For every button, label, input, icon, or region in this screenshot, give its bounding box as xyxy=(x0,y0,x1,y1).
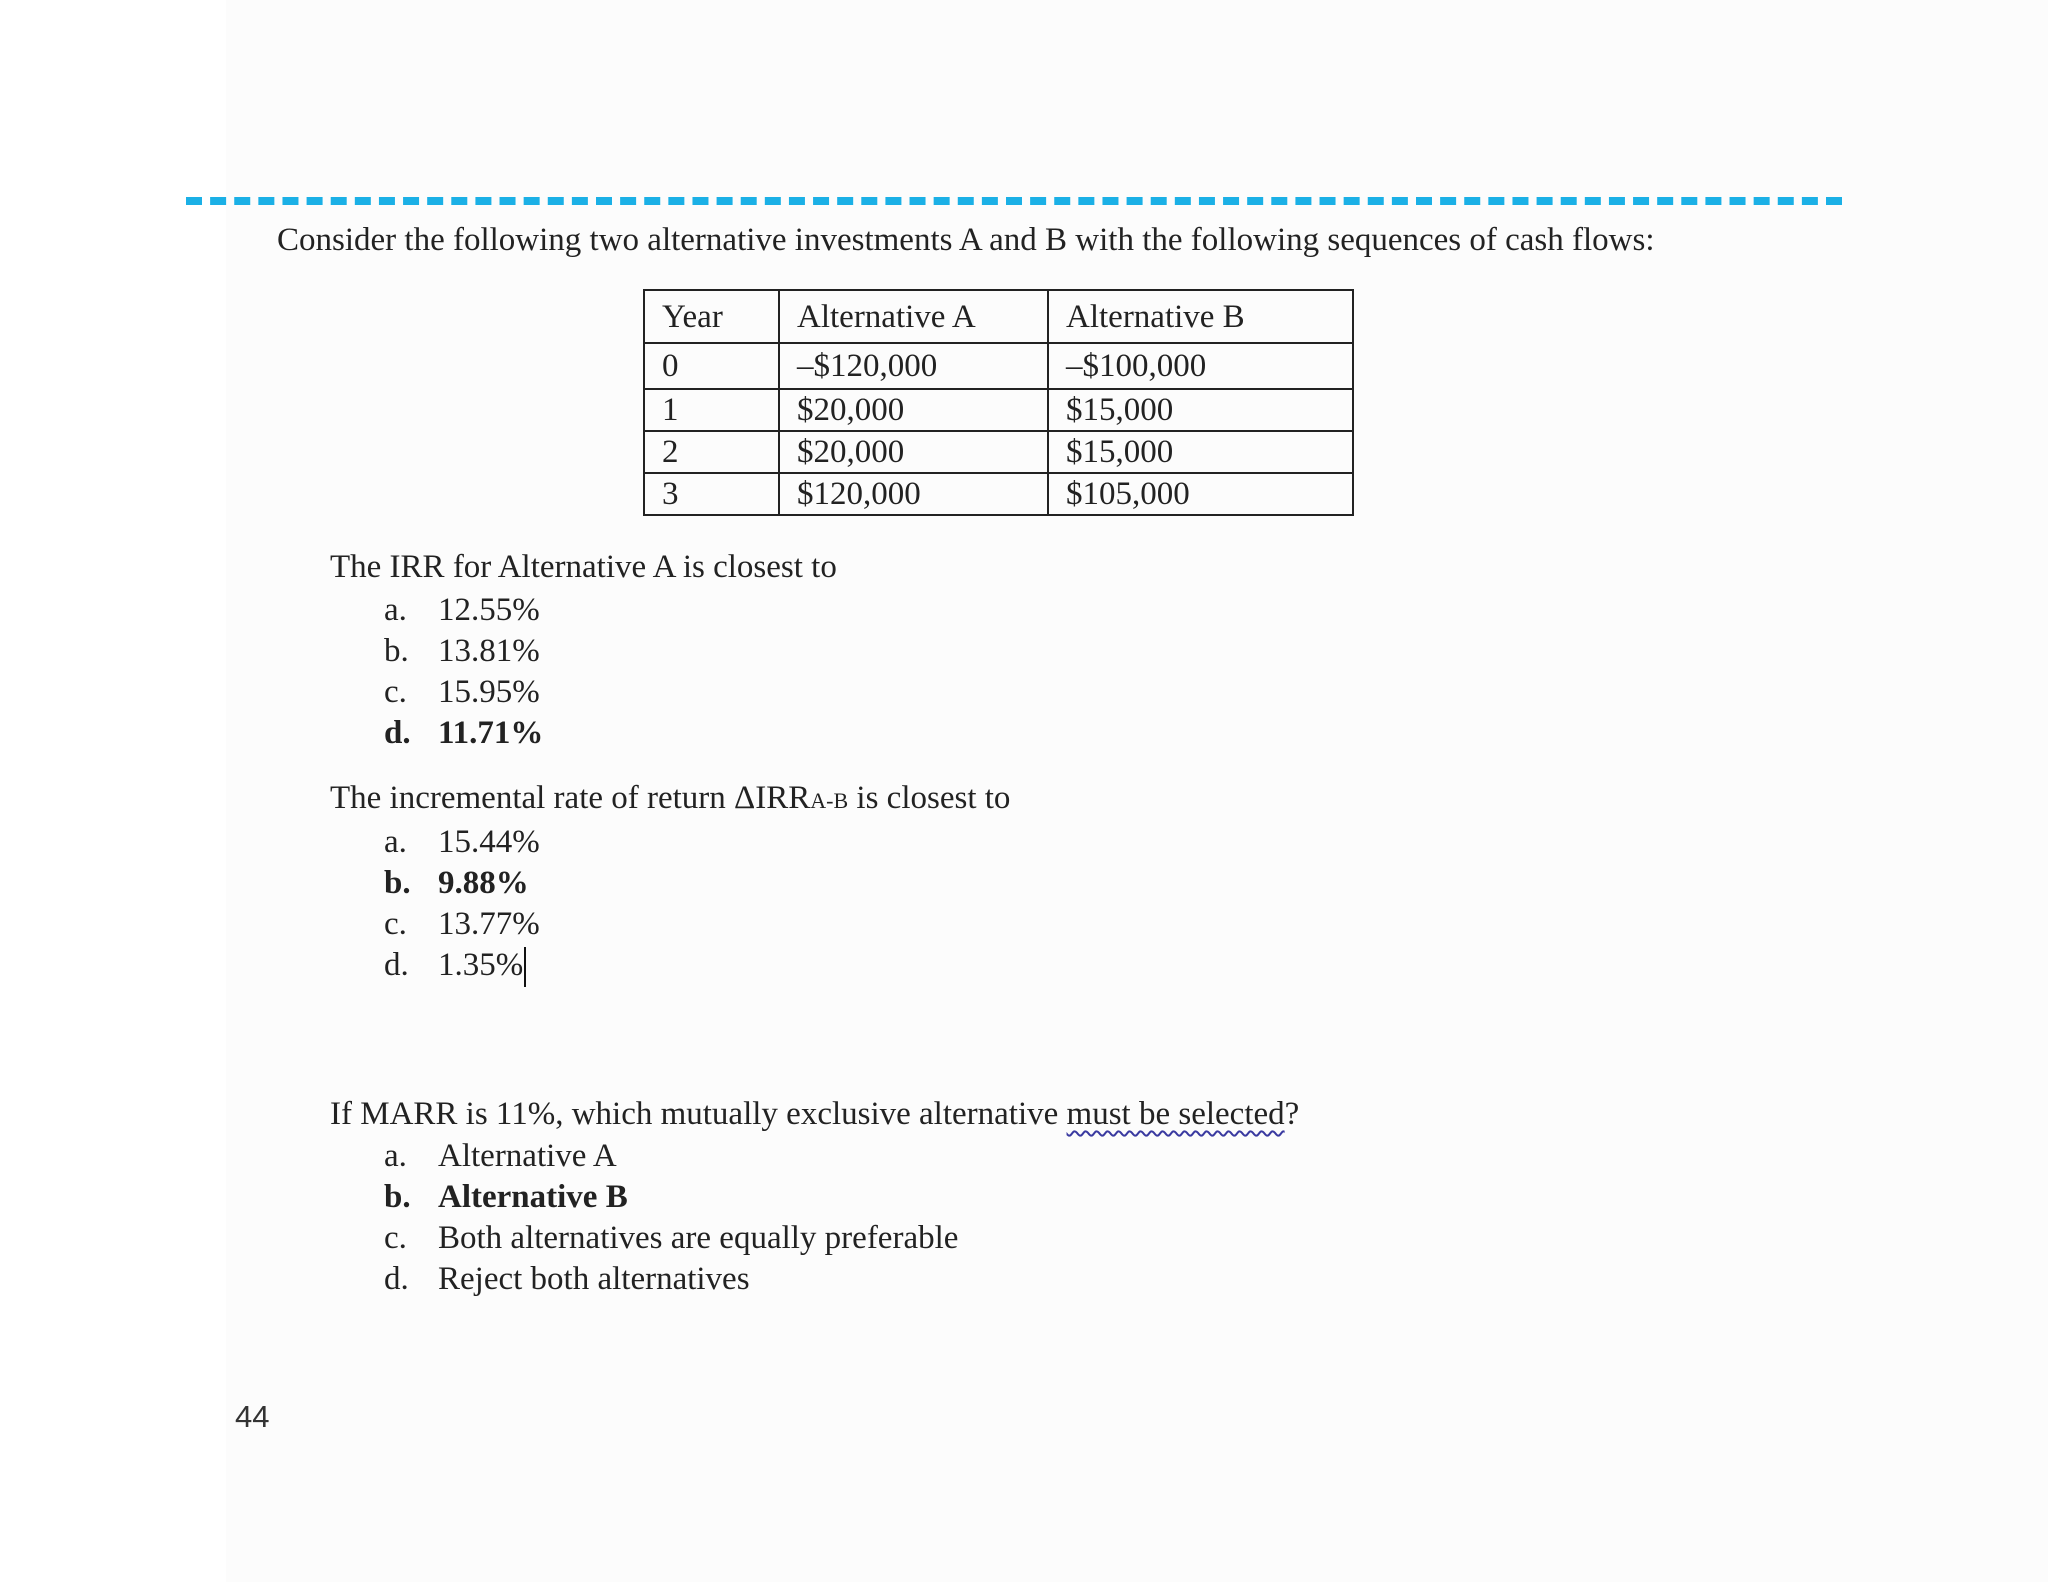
table-cell: $120,000 xyxy=(779,473,1048,515)
option-letter: a. xyxy=(384,1138,407,1174)
option-letter: b. xyxy=(384,1179,411,1215)
option-letter: c. xyxy=(384,1220,407,1256)
option-text: Alternative B xyxy=(438,1179,628,1215)
option-text: 13.77% xyxy=(438,906,540,942)
option-text: 12.55% xyxy=(438,592,540,628)
table-row xyxy=(644,343,1353,389)
question-2-text xyxy=(330,780,1010,817)
table-header-row xyxy=(644,290,1353,343)
cash-flow-table xyxy=(643,289,1354,516)
option-item[interactable] xyxy=(384,672,543,713)
option-item-answer[interactable] xyxy=(384,713,543,754)
table-row xyxy=(644,389,1353,431)
table-cell: $15,000 xyxy=(1048,389,1353,431)
table-row xyxy=(644,473,1353,515)
question-2-text-end: is closest to xyxy=(848,780,1011,816)
intro-text: Consider the following two alternative investments A and B with the following sequences of cash flows: xyxy=(277,222,1655,258)
table-cell: $20,000 xyxy=(779,431,1048,473)
option-text: 13.81% xyxy=(438,633,540,669)
table-cell: $15,000 xyxy=(1048,431,1353,473)
option-item[interactable] xyxy=(384,1218,958,1259)
option-letter: c. xyxy=(384,906,407,942)
option-letter: d. xyxy=(384,715,411,751)
option-item[interactable] xyxy=(384,590,543,631)
table-row xyxy=(644,431,1353,473)
option-text: 1.35% xyxy=(438,947,524,983)
question-3-underlined-text: must be selected xyxy=(1066,1096,1285,1132)
option-item[interactable] xyxy=(384,904,540,945)
table-cell: –$100,000 xyxy=(1048,343,1353,389)
question-1-options xyxy=(384,590,543,754)
option-letter: d. xyxy=(384,947,409,983)
text-cursor xyxy=(524,947,526,987)
table-header-cell: Year xyxy=(644,290,779,343)
dashed-divider xyxy=(186,197,1842,205)
option-item[interactable] xyxy=(384,1259,958,1300)
question-3-text-main: If MARR is 11%, which mutually exclusive alternative xyxy=(330,1096,1067,1132)
option-letter: b. xyxy=(384,865,411,901)
option-item[interactable] xyxy=(384,822,540,863)
question-2-subscript: A-B xyxy=(810,788,849,813)
table-cell: –$120,000 xyxy=(779,343,1048,389)
option-text: 15.44% xyxy=(438,824,540,860)
option-item[interactable] xyxy=(384,1136,958,1177)
question-3-text xyxy=(330,1096,1299,1133)
option-item-answer[interactable] xyxy=(384,1177,958,1218)
table-cell: $105,000 xyxy=(1048,473,1353,515)
option-text: 9.88% xyxy=(438,865,529,901)
page-number: 44 xyxy=(235,1399,270,1434)
question-3-text-end: ? xyxy=(1284,1096,1300,1132)
question-1-text: The IRR for Alternative A is closest to xyxy=(330,549,837,585)
option-item[interactable] xyxy=(384,631,543,672)
option-letter: a. xyxy=(384,592,407,628)
option-letter: d. xyxy=(384,1261,409,1297)
table-cell: 1 xyxy=(644,389,779,431)
question-3-options xyxy=(384,1136,958,1300)
option-item[interactable] xyxy=(384,945,540,986)
option-text: 11.71% xyxy=(438,715,544,751)
table-cell: 3 xyxy=(644,473,779,515)
option-text: Alternative A xyxy=(438,1138,617,1174)
question-2-options xyxy=(384,822,540,986)
table-header-cell: Alternative B xyxy=(1048,290,1353,343)
table-cell: $20,000 xyxy=(779,389,1048,431)
question-2-text-main: The incremental rate of return ΔIRR xyxy=(330,780,811,816)
table-cell: 2 xyxy=(644,431,779,473)
option-letter: c. xyxy=(384,674,407,710)
option-text: 15.95% xyxy=(438,674,540,710)
option-item-answer[interactable] xyxy=(384,863,540,904)
option-text: Reject both alternatives xyxy=(438,1261,750,1297)
option-letter: a. xyxy=(384,824,407,860)
option-letter: b. xyxy=(384,633,409,669)
table-cell: 0 xyxy=(644,343,779,389)
option-text: Both alternatives are equally preferable xyxy=(438,1220,959,1256)
table-header-cell: Alternative A xyxy=(779,290,1048,343)
